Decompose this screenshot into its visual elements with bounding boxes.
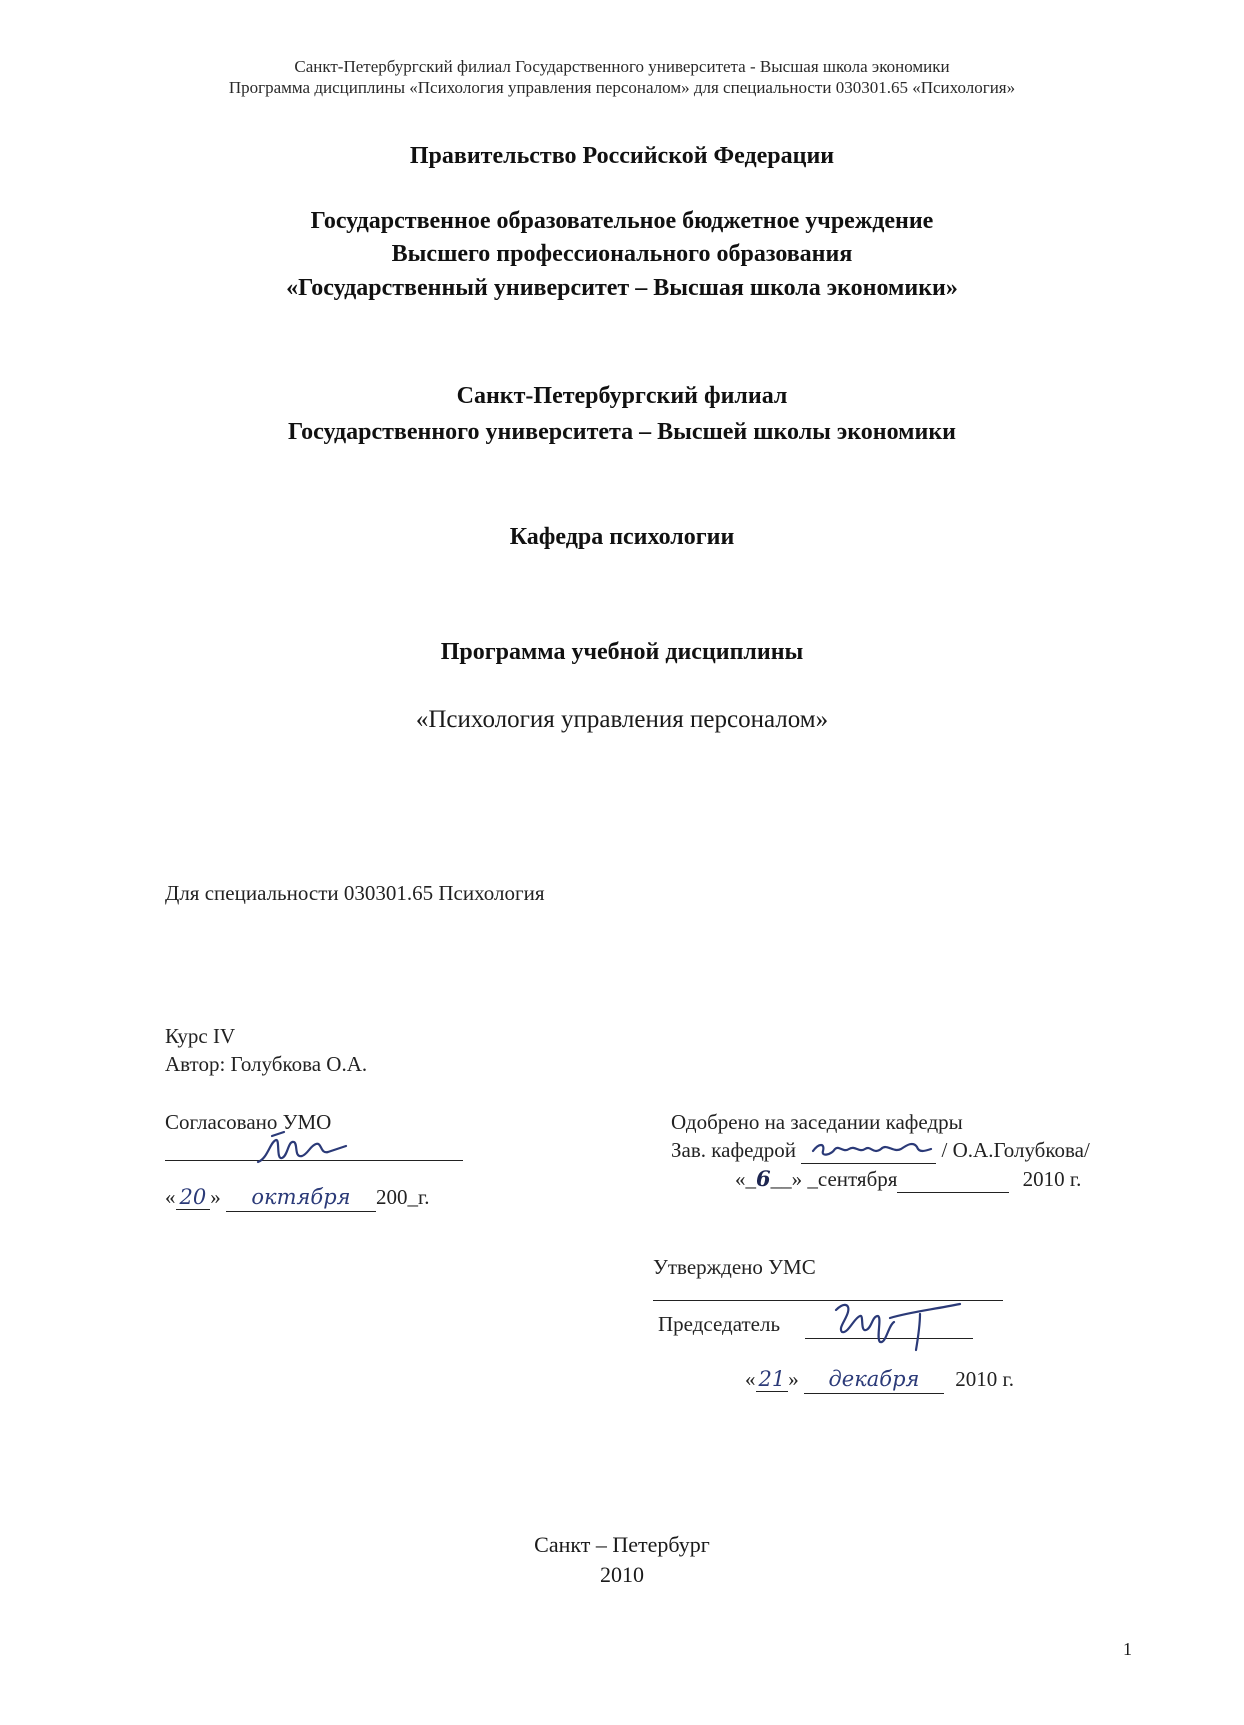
branch-line2: Государственного университета – Высшей школы экономики	[288, 419, 956, 445]
page-number: 1	[1123, 1639, 1132, 1659]
umo-date-day: 20	[176, 1185, 211, 1210]
institution-line1: Государственное образовательное бюджетное учреждение	[310, 208, 934, 234]
government-heading: Правительство Российской Федерации	[409, 143, 835, 169]
dept-date	[735, 1165, 1081, 1193]
ums-date	[745, 1365, 1014, 1394]
running-header-line2: Программа дисциплины «Психология управления персоналом» для специальности 030301.65 «Психология»	[228, 78, 1016, 97]
year: 2010	[600, 1562, 644, 1587]
dept-head-name: / О.А.Голубкова/	[941, 1138, 1090, 1162]
umo-date-year: 200_г.	[375, 1185, 430, 1209]
dept-head-signature-line	[801, 1143, 936, 1164]
umo-date	[165, 1183, 429, 1212]
ums-date-year: 2010 г.	[955, 1367, 1014, 1391]
ums-date-open: «	[745, 1367, 756, 1391]
umo-label: Согласовано УМО	[165, 1110, 332, 1134]
discipline-title: «Психология управления персоналом»	[415, 706, 829, 733]
institution-line3: «Государственный университет – Высшая школа экономики»	[286, 275, 958, 301]
course: Курс IV	[165, 1024, 236, 1048]
dept-date-blank	[897, 1174, 1009, 1193]
umo-signature	[250, 1130, 350, 1170]
dept-head-row	[671, 1136, 1090, 1164]
branch-line1: Санкт-Петербургский филиал	[456, 383, 788, 409]
dept-date-open: «_	[735, 1167, 756, 1191]
program-title: Программа учебной дисциплины	[440, 639, 804, 665]
dept-approval-line1: Одобрено на заседании кафедры	[671, 1110, 963, 1134]
dept-date-mid: __» _сентября	[770, 1167, 898, 1191]
umo-date-month: октября	[226, 1183, 376, 1212]
umo-date-mid: »	[210, 1185, 221, 1209]
department-heading: Кафедра психологии	[509, 524, 735, 550]
ums-chair-label: Председатель	[658, 1312, 781, 1336]
umo-date-open: «	[165, 1185, 176, 1209]
ums-chair-signature	[830, 1298, 970, 1358]
institution-line2: Высшего профессионального образования	[391, 241, 853, 267]
specialty: Для специальности 030301.65 Психология	[165, 881, 545, 905]
dept-head-label: Зав. кафедрой	[671, 1138, 797, 1162]
ums-date-day: 21	[756, 1367, 789, 1392]
dept-date-day: 6	[756, 1166, 771, 1191]
ums-date-month: декабря	[804, 1365, 944, 1394]
running-header-line1: Санкт-Петербургский филиал Государственного университета - Высшая школа экономики	[294, 57, 950, 76]
author: Автор: Голубкова О.А.	[165, 1052, 368, 1076]
city: Санкт – Петербург	[534, 1532, 710, 1557]
ums-label: Утверждено УМС	[653, 1255, 816, 1279]
ums-date-mid: »	[788, 1367, 799, 1391]
dept-date-year: 2010 г.	[1022, 1167, 1082, 1191]
dept-head-signature	[809, 1137, 934, 1163]
